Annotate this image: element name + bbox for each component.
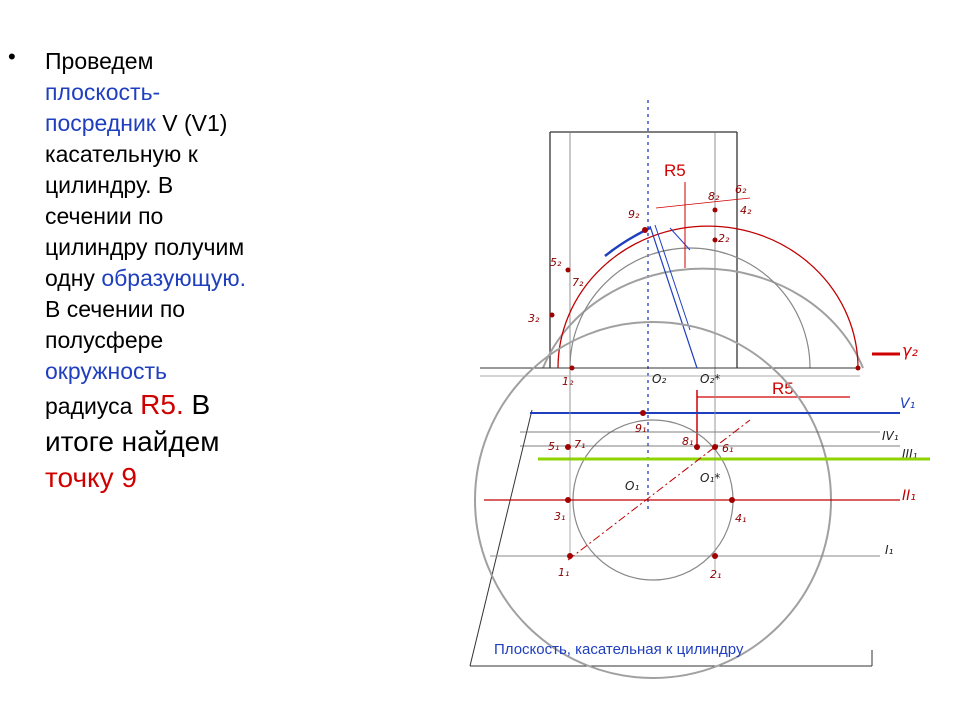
- point-2-2: [713, 238, 718, 243]
- text-line: цилиндру получим: [45, 234, 245, 260]
- caption-tangent-plane: Плоскость, касательная к цилиндру: [494, 641, 744, 658]
- label-gamma2: γ₂: [902, 341, 918, 360]
- label-i1: I₁: [885, 543, 894, 557]
- diagram-svg: [460, 90, 960, 720]
- label-5-1: 5₁: [548, 440, 560, 453]
- point-6-2: [856, 366, 861, 371]
- text-line: В сечении по: [45, 296, 186, 322]
- text-line: радиуса: [45, 393, 133, 419]
- text-line: цилиндру. В: [45, 172, 174, 198]
- bullet-marker: •: [8, 44, 16, 69]
- point-1-2: [570, 366, 575, 371]
- label-2-2: 2₂: [718, 232, 730, 245]
- point-8-1: [694, 444, 700, 450]
- text-line: одну: [45, 265, 95, 291]
- label-8-1: 8₁: [682, 435, 694, 448]
- text-line: V (V1): [162, 110, 228, 136]
- r5-top-leader: [656, 198, 750, 208]
- label-3-2: 3₂: [528, 312, 540, 325]
- text-line: полусфере: [45, 327, 164, 353]
- label-4-1: 4₁: [735, 512, 747, 525]
- label-1-1: 1₁: [558, 566, 570, 579]
- inner-arc-front: [570, 248, 810, 368]
- point-8-2: [713, 208, 718, 213]
- label-iii1: III₁: [902, 447, 918, 461]
- label-8-2: 8₂: [708, 190, 720, 203]
- term-generatrix: образующую.: [101, 265, 246, 291]
- point-5-2: [566, 268, 571, 273]
- label-5-2: 5₂: [550, 256, 562, 269]
- term-radius-r5: R5.: [140, 389, 184, 420]
- point-9-1: [640, 410, 646, 416]
- explanation-text: [45, 46, 345, 496]
- point-6-1: [712, 444, 718, 450]
- label-r5-top: R5: [664, 161, 686, 180]
- label-iv1: IV₁: [882, 429, 899, 443]
- label-4-2: 4₂: [740, 204, 752, 217]
- label-6-1: 6₁: [722, 442, 734, 455]
- label-7-1: 7₁: [574, 438, 586, 451]
- label-2-1: 2₁: [710, 568, 722, 581]
- term-mediator: посредник: [45, 110, 156, 136]
- label-1-2: 1₂: [562, 375, 574, 388]
- label-o2: O₂: [652, 372, 667, 386]
- label-o1: O₁: [625, 479, 640, 493]
- text-line: итоге найдем: [45, 426, 220, 457]
- term-plane: плоскость-: [45, 79, 161, 105]
- label-3-1: 3₁: [554, 510, 566, 523]
- text-line: сечении по: [45, 203, 164, 229]
- blue-construction-line-1: [650, 226, 697, 368]
- label-7-2: 7₂: [572, 276, 584, 289]
- point-4-1: [729, 497, 735, 503]
- term-point-9: точку 9: [45, 462, 137, 493]
- point-9-2: [642, 227, 648, 233]
- geometry-diagram: [460, 90, 960, 720]
- hemisphere-outline: [543, 269, 863, 368]
- label-ii1: II₁: [902, 488, 916, 504]
- label-6-2: 6₂: [735, 183, 747, 196]
- point-5-1: [565, 444, 571, 450]
- point-3-1: [565, 497, 571, 503]
- term-circle: окружность: [45, 358, 168, 384]
- label-9-1: 9₁: [635, 422, 647, 435]
- label-v1: V₁: [900, 396, 916, 412]
- point-2-1: [712, 553, 718, 559]
- point-3-2: [550, 313, 555, 318]
- label-r5-right: R5: [772, 379, 794, 398]
- label-o1-star: O₁*: [700, 471, 721, 485]
- label-9-2: 9₂: [628, 208, 640, 221]
- point-1-1: [567, 553, 573, 559]
- text-line: Проведем: [45, 48, 154, 74]
- blue-construction-line-3: [670, 228, 690, 250]
- text-line: В: [191, 389, 211, 420]
- label-o2-star: O₂*: [700, 372, 721, 386]
- text-line: касательную к: [45, 141, 198, 167]
